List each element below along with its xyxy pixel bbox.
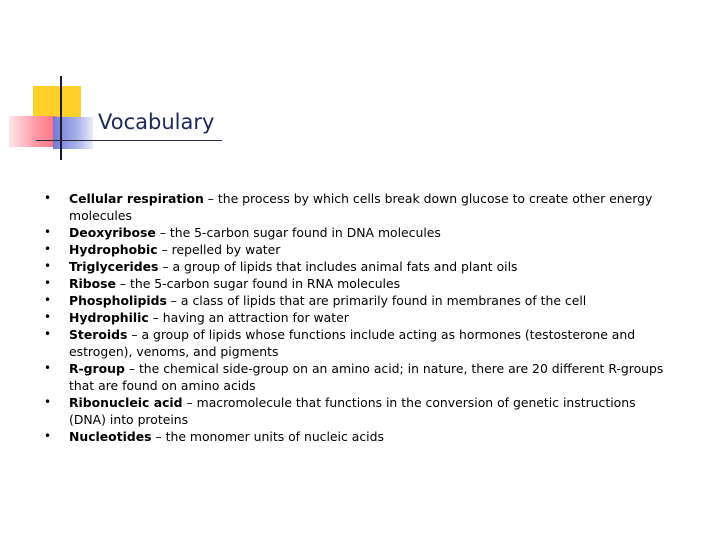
vocab-term: Hydrophobic xyxy=(69,242,158,257)
list-item-text xyxy=(69,258,674,275)
vocab-definition: – the 5-carbon sugar found in RNA molecules xyxy=(115,276,401,291)
list-item xyxy=(44,224,674,241)
list-item-text xyxy=(69,224,674,241)
vocab-term: Ribonucleic acid xyxy=(69,395,183,410)
vocab-definition: – having an attraction for water xyxy=(148,310,349,325)
bullet-icon: • xyxy=(44,293,52,307)
slide-title: Vocabulary xyxy=(98,110,215,134)
vocab-definition: – the monomer units of nucleic acids xyxy=(151,429,384,444)
list-item-text xyxy=(69,292,674,309)
vocab-term: Nucleotides xyxy=(69,429,152,444)
bullet-icon: • xyxy=(44,310,52,324)
list-item-text xyxy=(69,275,674,292)
list-item-text xyxy=(69,326,674,360)
vocab-definition: – the 5-carbon sugar found in DNA molecules xyxy=(155,225,441,240)
vocab-term: Hydrophilic xyxy=(69,310,149,325)
list-item-text xyxy=(69,394,674,428)
list-item-text xyxy=(69,360,674,394)
vocab-definition: – a class of lipids that are primarily found in membranes of the cell xyxy=(166,293,587,308)
list-item xyxy=(44,275,674,292)
vocab-definition: – macromolecule that functions in the conversion of genetic instructions (DNA) into proteins xyxy=(69,395,636,427)
list-item xyxy=(44,292,674,309)
list-item xyxy=(44,360,674,394)
decorative-red-gradient-bar xyxy=(9,116,57,147)
bullet-icon: • xyxy=(44,259,52,273)
bullet-icon: • xyxy=(44,361,52,375)
vocab-term: Deoxyribose xyxy=(69,225,156,240)
bullet-icon: • xyxy=(44,395,52,409)
vocab-definition: – repelled by water xyxy=(157,242,281,257)
list-item xyxy=(44,394,674,428)
vocab-term: Triglycerides xyxy=(69,259,159,274)
bullet-icon: • xyxy=(44,276,52,290)
list-item xyxy=(44,258,674,275)
bullet-icon: • xyxy=(44,225,52,239)
vocab-definition: – the process by which cells break down glucose to create other energy molecules xyxy=(69,191,653,223)
list-item xyxy=(44,309,674,326)
bullet-icon: • xyxy=(44,191,52,205)
vocab-term: R-group xyxy=(69,361,125,376)
bullet-icon: • xyxy=(44,327,52,341)
vocab-definition: – a group of lipids whose functions include acting as hormones (testosterone and estrogen), venoms, and pigments xyxy=(69,327,636,359)
list-item xyxy=(44,190,674,224)
bullet-icon: • xyxy=(44,429,52,443)
decorative-horizontal-line xyxy=(36,140,222,141)
bullet-icon: • xyxy=(44,242,52,256)
vocab-definition: – a group of lipids that includes animal fats and plant oils xyxy=(158,259,518,274)
vocab-term: Cellular respiration xyxy=(69,191,204,206)
list-item-text xyxy=(69,428,674,445)
list-item-text xyxy=(69,309,674,326)
list-item xyxy=(44,326,674,360)
decorative-blue-gradient-bar xyxy=(53,117,93,149)
vocab-term: Ribose xyxy=(69,276,116,291)
list-item xyxy=(44,241,674,258)
list-item-text xyxy=(69,241,674,258)
list-item-text xyxy=(69,190,674,224)
vocab-term: Phospholipids xyxy=(69,293,167,308)
vocab-term: Steroids xyxy=(69,327,128,342)
decorative-vertical-line xyxy=(60,76,62,160)
list-item xyxy=(44,428,674,445)
vocab-definition: – the chemical side-group on an amino acid; in nature, there are 20 different R-groups that are found on amino acids xyxy=(69,361,664,393)
vocabulary-list xyxy=(44,190,674,445)
